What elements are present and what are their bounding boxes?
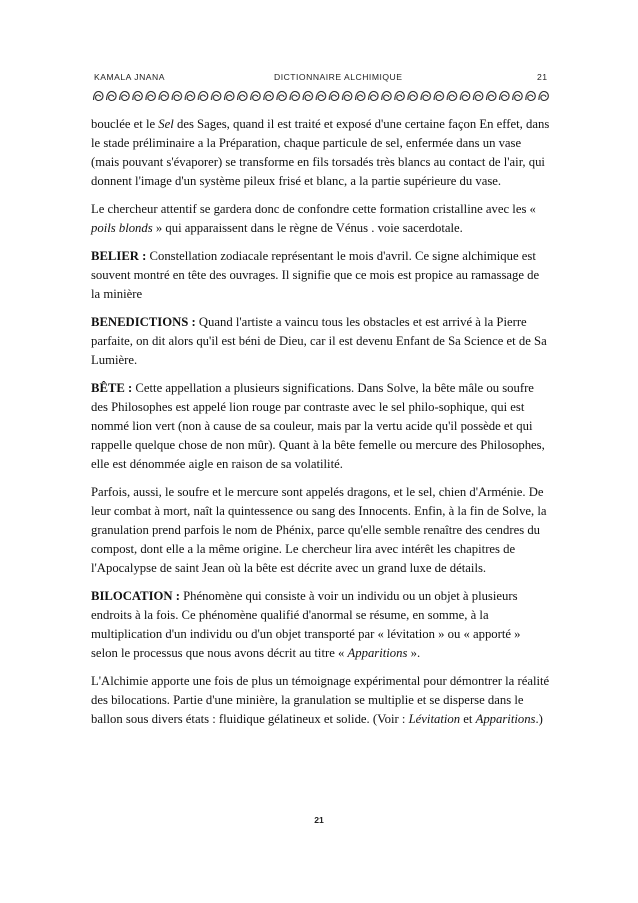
italic-poils-blonds: poils blonds [91,221,153,235]
page-footer-number: 21 [314,815,324,825]
header-title: DICTIONNAIRE ALCHIMIQUE [274,72,403,82]
entry-definition: Phénomène qui consiste à voir un individu ou un objet à plusieurs endroits à la fois. Ce phénomène qualifié d'anormal se résume, en somme, à la multiplication d'un individu ou d'un objet transporté par « lévitation » ou « apporté » selon le processus que nous avons décrit au titre « [91,589,521,660]
header-author: KAMALA JNANA [94,72,165,82]
entry-belier [91,247,550,304]
entry-benedictions [91,313,550,370]
running-header [0,72,638,88]
entry-term-bete: BÊTE : [91,381,133,395]
entry-definition: Cette appellation a plusieurs significations. Dans Solve, la bête mâle ou soufre des Philosophes est appelé lion rouge par contraste avec le sel philo-sophique, qui est nommé lion vert (non à cause de sa couleur, mais par la vertu acide qu'il possède et qui rappelle quelque chose de non mûr). Quant à la bête femelle ou mercure des Philosophes, elle est dénommée aigle en raison de sa volatilité. [91,381,545,471]
entry-bilocation: BILOCATION : Phénomène qui consiste à voir un individu ou un objet à plusieurs endroits à la fois. Ce phénomène qualifié d'anormal se résume, en somme, à la multiplication d'un individu ou d'un objet transporté par « lévitation » ou « apporté » selon le processus que nous avons décrit au titre « Apparitions ». [91,589,521,660]
entry-bete [91,379,550,474]
italic-apparitions: Apparitions [347,646,408,660]
paragraph-dragons: Parfois, aussi, le soufre et le mercure sont appelés dragons, et le sel, chien d'Arménie. De leur combat à mort, naît la quintessence ou sang des Innocents. Enfin, à la fin de Solve, la granulation prend parfois le nom de Phénix, parce qu'elle semble renaître des cendres du compost, dont elle a la même origine. Le chercheur lira avec intérêt les chapitres de l'Apocalypse de saint Jean où la bête est décrite avec un grand luxe de détails. [91,485,547,575]
italic-levitation: Lévitation [408,712,461,726]
decorative-border-ornament [92,89,550,103]
italic-apparitions: Apparitions [475,712,536,726]
italic-sel: Sel [158,117,174,131]
paragraph-sel-des-sages: bouclée et le Sel des Sages, quand il est traité et exposé d'une certaine façon En effet, dans le stade préliminaire a la Préparation, chaque particule de sel, enfermée dans un vase (mais pouvant s'évaporer) se transforme en fils torsadés très blancs au contact de l'air, qui donnent l'image d'un système pileux frisé et blanc, a la partie supérieure du vase. [91,117,550,188]
entry-term-benedictions: BENEDICTIONS : [91,315,196,329]
header-page-number: 21 [537,72,548,82]
entry-definition: Quand l'artiste a vaincu tous les obstacles et est arrivé à la Pierre parfaite, on dit alors qu'il est béni de Dieu, car il est devenu Enfant de Sa Science et de Sa Lumière. [91,315,547,367]
entry-term-belier: BELIER : [91,249,147,263]
paragraph-alchimie-bilocations: L'Alchimie apporte une fois de plus un témoignage expérimental pour démontrer la réalité des bilocations. Partie d'une minière, la granulation se multiplie et se disperse dans le ballon sous divers états : fluidique gélatineux et solide. (Voir : Lévitation et Apparitions.) [91,674,550,726]
entry-term-bilocation: BILOCATION : [91,589,180,603]
paragraph-poils-blonds: Le chercheur attentif se gardera donc de confondre cette formation cristalline avec les « poils blonds » qui apparaissent dans le règne de Vénus . voie sacerdotale. [91,202,536,235]
page-body [91,115,550,738]
entry-definition: Constellation zodiacale représentant le mois d'avril. Ce signe alchimique est souvent montré en tête des ouvrages. Il signifie que ce mois est propice au ramassage de la minière [91,249,540,301]
